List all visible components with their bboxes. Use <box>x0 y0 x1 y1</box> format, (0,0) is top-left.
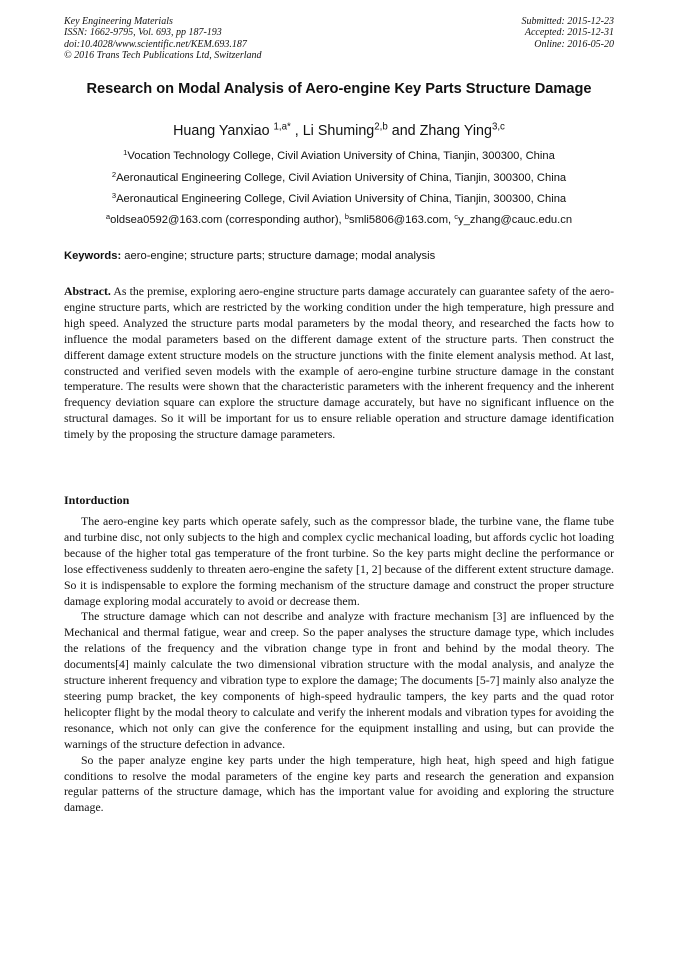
publication-dates <box>522 16 615 50</box>
author-list <box>64 122 614 140</box>
author-name: Huang Yanxiao <box>173 123 274 139</box>
author-separator: and <box>387 123 420 139</box>
email-text: y_zhang@cauc.edu.cn <box>458 214 573 226</box>
email-text: smli5806@163.com, <box>349 214 455 226</box>
affiliation-text: Aeronautical Engineering College, Civil Aviation University of China, Tianjin, 300300, China <box>116 193 567 205</box>
intro-paragraph: The aero-engine key parts which operate safely, such as the compressor blade, the turbine vane, the flame tube and turbine disc, not only subjects to the high and complex cyclic mechanical loading, but affords cyclic hot loading because of the higher total gas temperature of the front turbine. So the key parts might decline the performance or lose effectiveness suddenly to threaten aero-engine the safety [1, 2] because of the different extent structure damage. So it is indispensable to explore the forming mechanism of the structure damage and construct the proper structure damage exploring modal accurately to avoid or decrease them. <box>64 514 614 608</box>
accepted-date: Accepted: 2015-12-31 <box>524 27 614 39</box>
submitted-date: Submitted: 2015-12-23 <box>521 16 614 27</box>
affiliation-text: Vocation Technology College, Civil Aviation University of China, Tianjin, 300300, China <box>127 150 555 162</box>
issn-volume: ISSN: 1662-9795, Vol. 693, pp 187-193 <box>64 27 222 39</box>
introduction-body <box>64 514 614 816</box>
author-separator: , <box>290 123 303 139</box>
email-line <box>64 213 614 227</box>
journal-info <box>64 16 262 61</box>
abstract <box>64 284 614 443</box>
email-mark: a <box>105 211 111 221</box>
affiliation-text: Aeronautical Engineering College, Civil Aviation University of China, Tianjin, 300300, China <box>116 172 567 184</box>
abstract-text: As the premise, exploring aero-engine structure parts damage accurately can guarantee safety of the aero-engine structure parts, which are restricted by the working condition under the high temperature, high pressure and high speed. Analyzed the structure parts modal parameters by the modal theory, and researched the facts how to influence the modal parameters based on the different damage extent of the structure parts. Then construct the different damage extent structure models on the structure junctions with the finite element analysis method. At last, constructed and verified seven models with the example of aero-engine turbine structure damage in the constant temperature. The results were shown that the characteristic parameters with the inherent frequency and the inherent frequency deviation square can explore the structure damage accurately, but have no significant influence on the structural damages. So it will be important for us to ensure reliable operation and structure damage identification timely by the proposing the structure damage parameters. <box>64 284 614 442</box>
affiliation-mark: 3 <box>111 190 117 200</box>
keywords-label: Keywords: <box>64 250 122 262</box>
keywords <box>64 249 614 263</box>
author-name: Zhang Ying <box>419 123 492 139</box>
author-name: Li Shuming <box>302 123 375 139</box>
affiliation-mark: 2 <box>111 169 117 179</box>
affiliation <box>64 192 614 206</box>
email-mark: b <box>344 211 350 221</box>
journal-name: Key Engineering Materials <box>64 16 173 27</box>
author-affiliation-mark: 2,b <box>374 121 388 133</box>
email-mark: c <box>454 211 459 221</box>
intro-paragraph: The structure damage which can not describe and analyze with fracture mechanism [3] are influenced by the Mechanical and thermal fatigue, wear and creep. So the paper analyses the structure damage type, which includes the relations of the frequency and the vibration change type in front and behind by the modal theory. The documents[4] mainly calculate the two dimensional vibration structure with the modal analysis, and analyze the structure inherent frequency and vibration type to explore the damage; The documents [5-7] mainly also analyze the steering pump bracket, the key components of high-speed hydraulic tampers, the key parts and the quad rotor helicopter flight by the modal theory to calculate and verify the inherent modals and vibration types for avoiding the resonance, which not only can give the conference for the equipment installing and using, but can provide the warnings of the structure defection in advance. <box>64 609 614 751</box>
affiliation-mark: 1 <box>123 147 128 157</box>
copyright: © 2016 Trans Tech Publications Ltd, Switzerland <box>64 49 262 61</box>
doi: doi:10.4028/www.scientific.net/KEM.693.187 <box>64 38 247 50</box>
paper-title: Research on Modal Analysis of Aero-engine Key Parts Structure Damage <box>86 81 592 97</box>
author-affiliation-mark: 3,c <box>491 121 505 133</box>
affiliation <box>64 149 614 163</box>
affiliation <box>64 171 614 185</box>
online-date: Online: 2016-05-20 <box>534 38 614 50</box>
author-affiliation-mark: 1,a* <box>273 121 291 133</box>
intro-paragraph: So the paper analyze engine key parts under the high temperature, high heat, high speed and high fatigue conditions to resolve the modal parameters of the engine key parts and research the generation and expansion regular patterns of the structure damage, which has the important value for avoiding and exploring the structure damage. <box>64 752 614 815</box>
section-heading: Intorduction <box>64 493 130 507</box>
email-text: oldsea0592@163.com (corresponding author), <box>110 214 345 226</box>
abstract-label: Abstract. <box>64 284 111 298</box>
keywords-text: aero-engine; structure parts; structure damage; modal analysis <box>121 250 436 262</box>
